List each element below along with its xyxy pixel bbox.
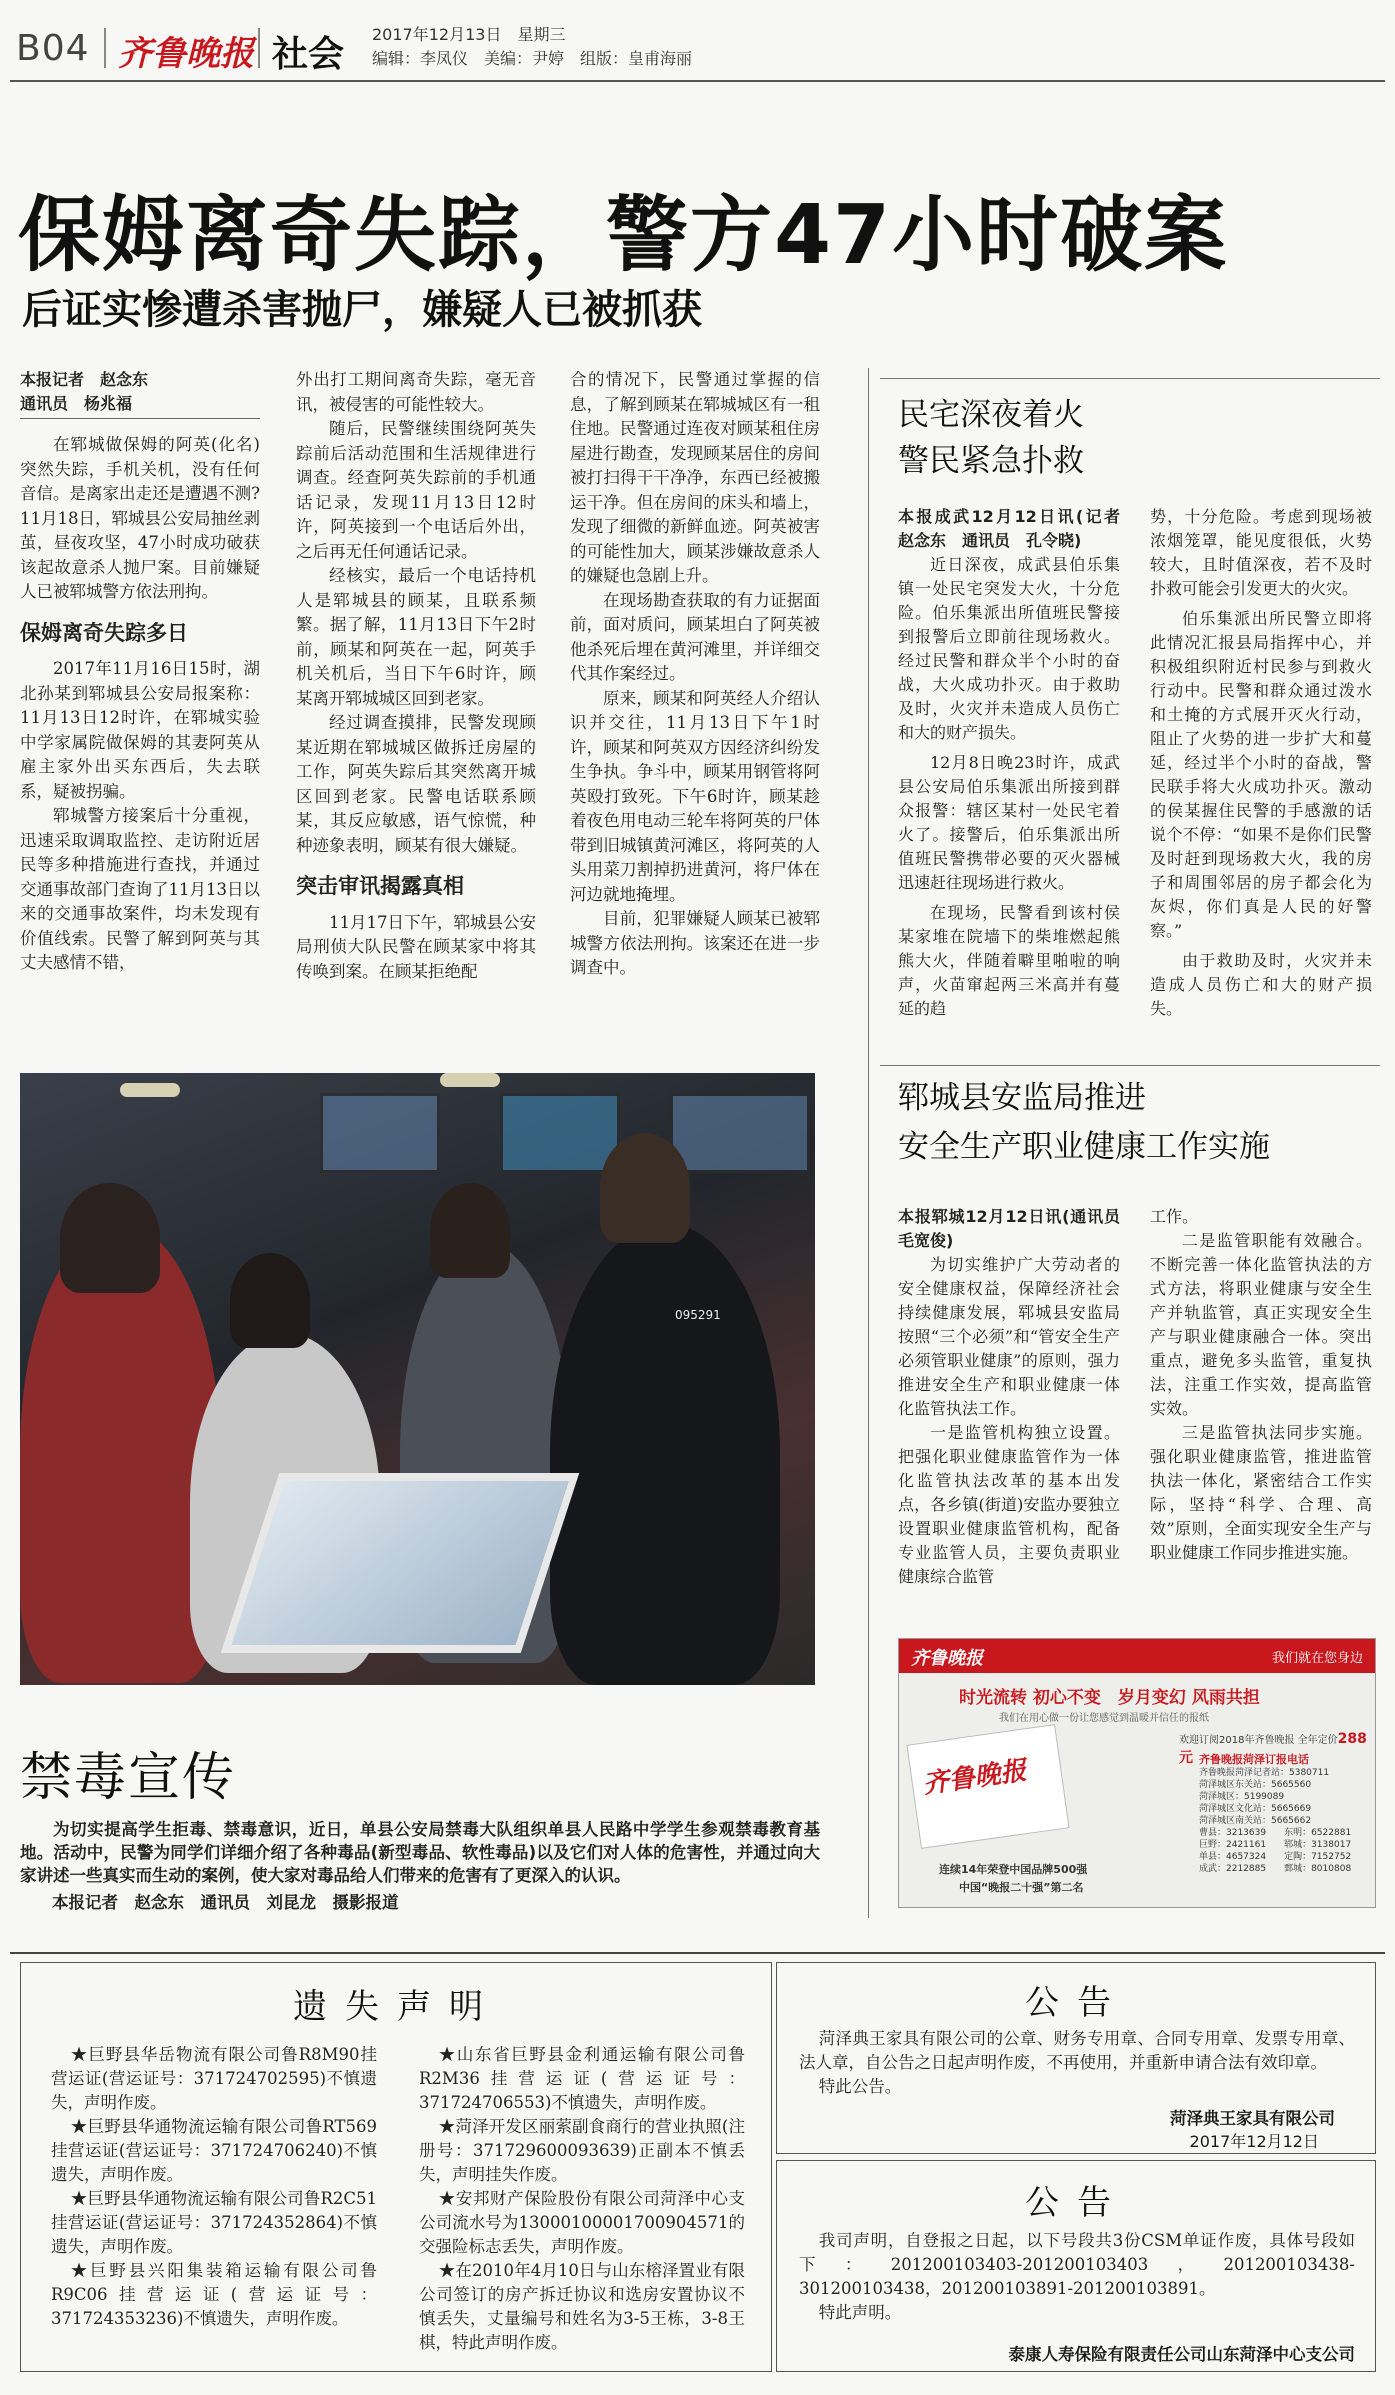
- lost-notice-title: 遗失声明: [293, 1987, 501, 2027]
- notices-top-rule: [10, 1952, 1385, 1954]
- paragraph: 郓城警方接案后十分重视，迅速采取调取监控、走访附近居民等多种措施进行查找，并通过交通事故部门查询了11月13日以来的交通事故案件，均未发现有价值线索。民警了解到阿英与其丈夫感情不错，: [20, 806, 260, 972]
- paragraph: 三是监管执法同步实施。强化职业健康监管，推进监管执法一体化，紧密结合工作实际，坚持“科学、合理、高效”原则，全面实现安全生产与职业健康工作同步推进实施。: [1150, 1423, 1372, 1562]
- lost-notice-right-column: [419, 2043, 745, 2355]
- ad-station-title: 齐鲁晚报菏泽订报电话: [1199, 1753, 1309, 1766]
- paragraph: 随后，民警继续围绕阿英失踪前后活动范围和生活规律进行调查。经查阿英失踪前的手机通话记录，发现11月13日12时许，阿英接到一个电话后外出，之后再无任何通话记录。: [296, 419, 536, 561]
- photo-police-number: 095291: [675, 1308, 721, 1322]
- ad-phone: 成武：2212885 鄄城：8010808: [1199, 1864, 1352, 1874]
- article-column-3: [570, 368, 820, 981]
- notice-2-title: 公告: [1025, 2183, 1129, 2223]
- ad-phone: 菏泽城区东关站：5665560: [1199, 1780, 1312, 1790]
- side2-title-line2: 安全生产职业健康工作实施: [898, 1129, 1270, 1165]
- paragraph: 原来，顾某和阿英经人介绍认识并交往，11月13日下午1时许，顾某和阿英双方因经济纠纷发生争执。争斗中，顾某用钢管将阿英殴打致死。下午6时许，顾某趁着夜色用电动三轮车将阿英的尸体带到旧城镇黄河滩区，将阿英的人头用菜刀割掉扔进黄河，将尸体在河边就地掩埋。: [570, 688, 820, 904]
- photo-touchscreen-kiosk: [221, 1473, 579, 1653]
- notice-1-body: [799, 2027, 1355, 2099]
- notice-item: ★巨野县兴阳集装箱运输有限公司鲁R9C06挂营运证(营运证号：371724353236)不慎遗失，声明作废。: [51, 2261, 377, 2328]
- ad-slogan: 时光流转 初心不变 岁月变幻 风雨共担: [959, 1688, 1260, 1708]
- divider: [104, 28, 106, 68]
- ad-phone: 曹县：3213639 东明：6522881: [1199, 1828, 1352, 1838]
- paragraph: 伯乐集派出所民警立即将此情况汇报县局指挥中心，并积极组织附近村民参与到救火行动中。民警和群众通过泼水和土掩的方式展开灭火行动，阻止了火势的进一步扩大和蔓延，经过半个小时的奋战，警民联手将大火成功扑灭。激动的侯某握住民警的手感激的话说个不停：“如果不是你们民警及时赶到现场救大火，我的房子和周围邻居的房子都会化为灰烬，你们真是人民的好警察。”: [1150, 609, 1372, 940]
- divider: [258, 28, 260, 68]
- photo-screen-center: [500, 1093, 620, 1173]
- ad-price-line: 欢迎订阅2018年齐鲁晚报 全年定价: [1179, 1735, 1338, 1746]
- notice-2-tail: 特此声明。: [818, 2303, 902, 2322]
- paragraph: 由于救助及时，火灾并未造成人员伤亡和大的财产损失。: [1150, 951, 1372, 1018]
- ad-graphic-logo: 齐鲁晚报: [921, 1755, 1029, 1800]
- paragraph: 工作。: [1150, 1207, 1199, 1226]
- notice-1-signer: 菏泽典王家具有限公司: [1170, 2109, 1335, 2128]
- masthead-rule: [10, 80, 1385, 82]
- newspaper-logo: 齐鲁晚报: [118, 34, 254, 74]
- lost-notice-box: [20, 1962, 772, 2372]
- paragraph: 经核实，最后一个电话持机人是郓城县的顾某，且联系频繁。据了解，11月13日下午2时前，顾某和阿英在一起，阿英手机关机后，当日下午6时许，顾某离开郓城城区回到老家。: [296, 566, 536, 708]
- paragraph: 二是监管职能有效融合。不断完善一体化监管执法的方式方法，将职业健康与安全生产并轨监管，真正实现安全生产与职业健康融合一体。突出重点，避免多头监管，重复执法，注重工作实效，提高监管实效。: [1150, 1231, 1372, 1418]
- side-rule: [880, 1065, 1380, 1066]
- subheading: 保姆离奇失踪多日: [20, 620, 188, 645]
- notice-1-tail: 特此公告。: [818, 2077, 902, 2096]
- main-subheadline: 后证实惨遭杀害抛尸，嫌疑人已被抓获: [22, 287, 702, 333]
- side2-column-a: [898, 1205, 1137, 1589]
- paragraph: 在现场勘查获取的有力证据面前，面对质问，顾某坦白了阿英被他杀死后埋在黄河滩里，并详细交代其作案经过。: [570, 590, 820, 683]
- news-photo: [20, 1073, 815, 1685]
- notice-2-text: 我司声明，自登报之日起，以下号段共3份CSM单证作废，具体号段如下：201200103403-201200103403，201200103438-301200103438，201200103891-201200103891。: [799, 2231, 1355, 2298]
- notice-1-date: 2017年12月12日: [1189, 2132, 1319, 2151]
- photo-student-head: [60, 1183, 160, 1293]
- notice-2-body: [799, 2229, 1355, 2325]
- paragraph: 合的情况下，民警通过掌握的信息，了解到顾某在郓城城区有一租住地。民警通过连夜对顾某租住房屋进行勘查，发现顾某居住的房间被打扫得干干净净，东西已经被搬运干净。但在房间的床头和墙上，发现了细微的新鲜血迹。阿英被害的可能性加大，顾某涉嫌故意杀人的嫌疑也急剧上升。: [570, 370, 820, 585]
- lost-notice-left-column: [51, 2043, 377, 2331]
- side1-lead: 本报成武12月12日讯(记者 赵念东 通讯员 孔令晓): [898, 507, 1137, 550]
- side1-title-line1: 民宅深夜着火: [898, 397, 1084, 433]
- article-column-1: [20, 368, 260, 976]
- ad-price: 288元: [1179, 1731, 1367, 1766]
- side2-lead: 本报郓城12月12日讯(通讯员 毛宽俊): [898, 1207, 1137, 1250]
- ad-newspaper-graphic: [906, 1724, 1069, 1849]
- paragraph: 11月17日下午，郓城县公安局刑侦大队民警在顾某家中将其传唤到案。在顾某拒绝配: [296, 912, 536, 981]
- notice-item: ★巨野县华通物流运输有限公司鲁RT569挂营运证(营运证号：371724706240)不慎遗失，声明作废。: [51, 2117, 377, 2184]
- ad-bottom-line-2: 中国“晚报二十强”第二名: [959, 1881, 1084, 1894]
- ad-phone: 菏泽城区文化站：5665669: [1199, 1804, 1312, 1814]
- paragraph: 外出打工期间离奇失踪，毫无音讯，被侵害的可能性较大。: [296, 370, 536, 414]
- paragraph: 在郓城做保姆的阿英(化名)突然失踪，手机关机，没有任何音信。是离家出走还是遭遇不测?11月18日，郓城县公安局抽丝剥茧，昼夜攻坚，47小时成功破获该起故意杀人抛尸案。目前嫌疑人已被郓城警方依法刑拘。: [20, 435, 260, 601]
- notice-item: ★在2010年4月10日与山东榕泽置业有限公司签订的房产拆迁协议和选房安置协议不慎丢失，丈量编号和姓名为3-5王栋，3-8王棋，特此声明作废。: [419, 2261, 745, 2352]
- paragraph: 12月8日晚23时许，成武县公安局伯乐集派出所接到群众报警：辖区某村一处民宅着火了。接警后，伯乐集派出所值班民警携带必要的灭火器械迅速赶往现场进行救火。: [898, 753, 1120, 892]
- article-column-2: [296, 368, 536, 984]
- ad-small-line: 我们在用心做一份让您感觉到温暖并信任的报纸: [999, 1713, 1209, 1724]
- notice-item: ★菏泽开发区丽萦副食商行的营业执照(注册号：371729600093639)正副本不慎丢失，声明挂失作废。: [419, 2117, 745, 2184]
- notice-item: ★巨野县华岳物流有限公司鲁R8M90挂营运证(营运证号：371724702595)不慎遗失，声明作废。: [51, 2045, 377, 2112]
- paragraph: 一是监管机构独立设置。把强化职业健康监管作为一体化监管执法改革的基本出发点，各乡镇(街道)安监办要独立设置职业健康监管机构，配备专业监管人员，主要负责职业健康综合监管: [898, 1423, 1120, 1586]
- paragraph: 势，十分危险。考虑到现场被浓烟笼罩，能见度很低，火势较大，且时值深夜，若不及时扑救可能会引发更大的火灾。: [1150, 507, 1372, 598]
- side-rule: [880, 378, 1380, 379]
- notice-item: ★山东省巨野县金利通运输有限公司鲁R2M36挂营运证(营运证号：371724706553)不慎遗失，声明作废。: [419, 2045, 745, 2112]
- byline-correspondent: 通讯员 杨兆福: [20, 392, 260, 419]
- column-separator: [868, 368, 869, 1918]
- ad-phone: 齐鲁晚报菏泽记者站：5380711: [1199, 1768, 1330, 1778]
- notice-item: ★巨野县华通物流运输有限公司鲁R2C51挂营运证(营运证号：371724352864)不慎遗失，声明作废。: [51, 2189, 377, 2256]
- ad-phone: 巨野：2421161 郓城：3138017: [1199, 1840, 1352, 1850]
- photo-feature-title: 禁毒宣传: [20, 1748, 237, 1808]
- photo-screen-right: [670, 1093, 810, 1173]
- page-number: B04: [16, 28, 90, 69]
- ad-phone: 菏泽城区南关站：5665662: [1199, 1816, 1312, 1826]
- side1-column-a: [898, 505, 1137, 1021]
- paragraph: 2017年11月16日15时，湖北孙某到郓城县公安局报案称：11月13日12时许，在郓城实验中学家属院做保姆的其妻阿英从雇主家外出买东西后，失去联系，疑被拐骗。: [20, 659, 260, 801]
- subheading: 突击审讯揭露真相: [296, 874, 464, 898]
- notice-2-signer: 泰康人寿保险有限责任公司山东菏泽中心支公司: [1008, 2345, 1355, 2364]
- paragraph: 在现场，民警看到该村侯某家堆在院墙下的柴堆燃起熊熊大火，伴随着噼里啪啦的响声，火苗窜起两三米高并有蔓延的趋: [898, 903, 1120, 1018]
- editors-line: 编辑：李凤仪 美编：尹婷 组版：皇甫海丽: [372, 49, 693, 68]
- side2-title-line1: 郓城县安监局推进: [898, 1080, 1146, 1116]
- byline-reporter: 本报记者 赵念东: [20, 370, 149, 389]
- notice-1-text: 菏泽典王家具有限公司的公章、财务专用章、合同专用章、发票专用章、法人章，自公告之日起声明作废，不再使用，并重新申请合法有效印章。: [799, 2029, 1355, 2072]
- photo-caption: 为切实提高学生拒毒、禁毒意识，近日，单县公安局禁毒大队组织单县人民路中学学生参观禁毒教育基地。活动中，民警为同学们详细介绍了各种毒品(新型毒品、软性毒品)以及它们对人体的危害性，并通过向大家讲述一些真实而生动的案例，使大家对毒品给人们带来的危害有了更深入的认识。: [20, 1820, 820, 1885]
- side2-column-b: [1150, 1205, 1372, 1565]
- side1-title-line2: 警民紧急扑救: [898, 443, 1084, 479]
- notice-1-title: 公告: [1025, 1983, 1129, 2023]
- side1-column-b: [1150, 505, 1372, 1021]
- notice-2-box: [776, 2160, 1376, 2372]
- ad-phone: 单县：4657324 定陶：7152752: [1199, 1852, 1352, 1862]
- photo-ceiling-light: [440, 1073, 500, 1087]
- newspaper-subscription-ad[interactable]: [898, 1638, 1376, 1908]
- photo-student-head: [230, 1253, 310, 1348]
- ad-tagline: 我们就在您身边: [1271, 1651, 1363, 1666]
- photo-screen-left: [320, 1093, 440, 1173]
- main-headline: 保姆离奇失踪，警方47小时破案: [18, 188, 1229, 283]
- ad-bottom-line-1: 连续14年荣登中国品牌500强: [939, 1863, 1088, 1876]
- notice-item: ★安邦财产保险股份有限公司菏泽中心支公司流水号为13000100001700904571的交强险标志丢失，声明作废。: [419, 2189, 745, 2256]
- photo-officer-head: [600, 1133, 690, 1243]
- ad-phone: 菏泽城区：5199089: [1199, 1792, 1285, 1802]
- paragraph: 为切实维护广大劳动者的安全健康权益，保障经济社会持续健康发展，郓城县安监局按照“三个必须”和“管安全生产必须管职业健康”的原则，强力推进安全生产和职业健康一体化监管执法工作。: [898, 1255, 1120, 1418]
- ad-phone-list: [1199, 1767, 1351, 1875]
- paragraph: 经过调查摸排，民警发现顾某近期在郓城城区做拆迁房屋的工作，阿英失踪后其突然离开城区回到老家。民警电话联系顾某，其反应敏感，语气惊慌，种种迹象表明，顾某有很大嫌疑。: [296, 713, 536, 855]
- issue-date: 2017年12月13日 星期三: [372, 25, 566, 44]
- section-name: 社会: [272, 34, 345, 75]
- photo-credit: 本报记者 赵念东 通讯员 刘昆龙 摄影报道: [52, 1893, 399, 1912]
- photo-police-officer: [550, 1223, 780, 1685]
- photo-student-head: [430, 1183, 510, 1278]
- paragraph: 近日深夜，成武县伯乐集镇一处民宅突发大火，十分危险。伯乐集派出所值班民警接到报警后立即前往现场救火。经过民警和群众半个小时的奋战，大火成功扑灭。由于救助及时，火灾并未造成人员伤亡和大的财产损失。: [898, 555, 1120, 742]
- notice-1-box: [776, 1962, 1376, 2154]
- paragraph: 目前，犯罪嫌疑人顾某已被郓城警方依法刑拘。该案还在进一步调查中。: [570, 909, 820, 977]
- photo-ceiling-light: [120, 1083, 180, 1097]
- ad-logo: 齐鲁晚报: [911, 1648, 983, 1669]
